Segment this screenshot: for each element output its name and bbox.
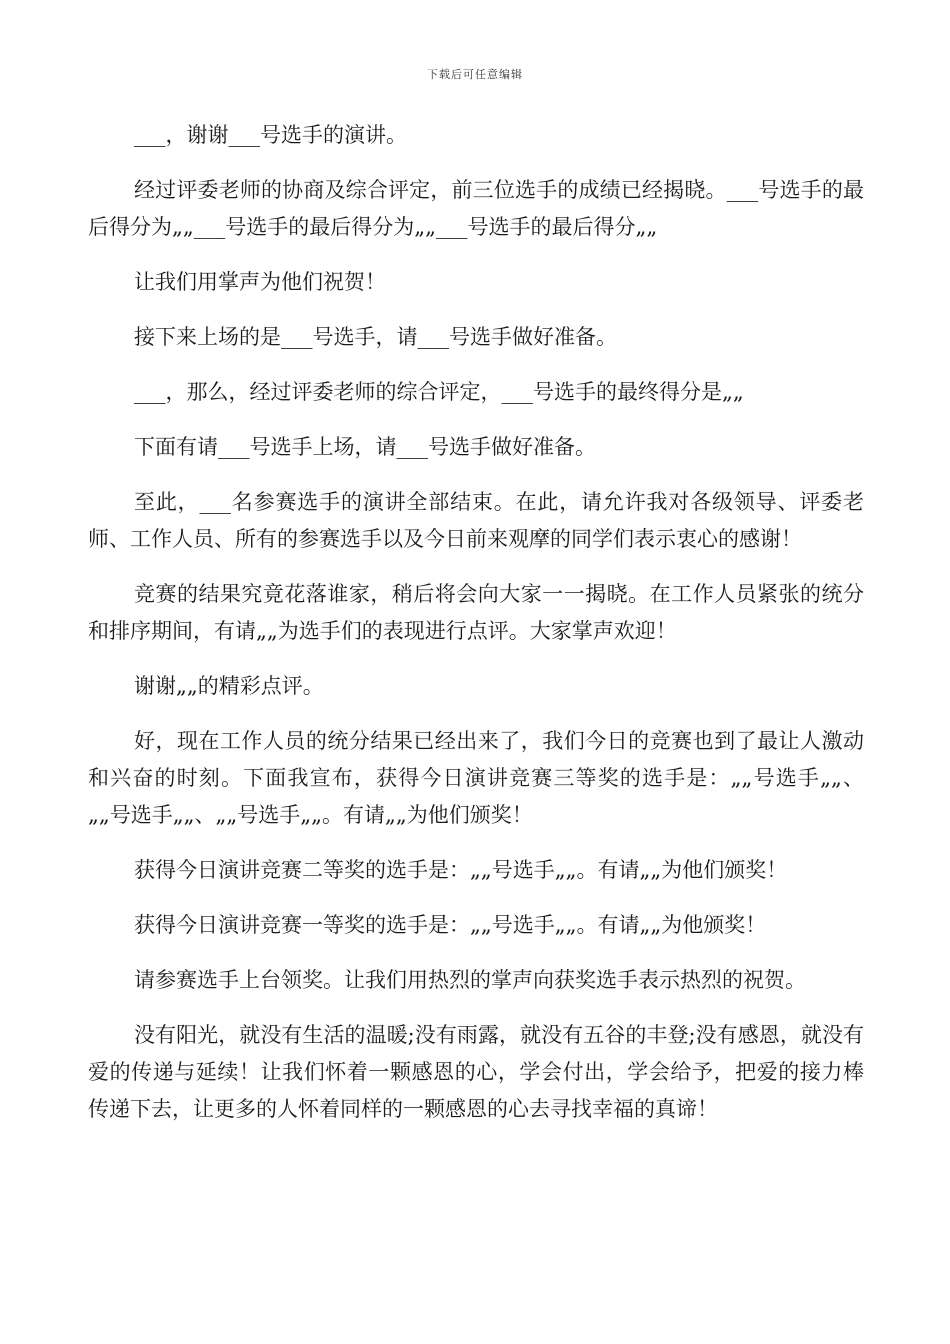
paragraph: 经过评委老师的协商及综合评定，前三位选手的成绩已经揭晓。___号选手的最后得分为„„___号选手的最后得分为„„___号选手的最后得分„„ — [88, 178, 864, 239]
paragraph: 没有阳光，就没有生活的温暖;没有雨露，就没有五谷的丰登;没有感恩，就没有爱的传递与延续！让我们怀着一颗感恩的心，学会付出，学会给予，把爱的接力棒传递下去，让更多的人怀着同样的一颗感恩的心去寻找幸福的真谛！ — [88, 1023, 864, 1121]
paragraph: 至此，___名参赛选手的演讲全部结束。在此，请允许我对各级领导、评委老师、工作人员、所有的参赛选手以及今日前来观摩的同学们表示衷心的感谢！ — [88, 490, 864, 551]
paragraph: 好，现在工作人员的统分结果已经出来了，我们今日的竞赛也到了最让人激动和兴奋的时刻。下面我宣布，获得今日演讲竞赛三等奖的选手是：„„号选手„„、„„号选手„„、„„号选手„„。有请„„为他们颁奖！ — [88, 729, 864, 827]
paragraph: ___，那么，经过评委老师的综合评定，___号选手的最终得分是„„ — [134, 380, 744, 404]
paragraph: 获得今日演讲竞赛二等奖的选手是：„„号选手„„。有请„„为他们颁奖！ — [134, 858, 788, 882]
paragraph: 获得今日演讲竞赛一等奖的选手是：„„号选手„„。有请„„为他颁奖！ — [134, 913, 767, 937]
document-body — [88, 117, 864, 1146]
paragraph: 竞赛的结果究竟花落谁家，稍后将会向大家一一揭晓。在工作人员紧张的统分和排序期间，有请„„为选手们的表现进行点评。大家掌声欢迎！ — [88, 582, 864, 643]
paragraph: 让我们用掌声为他们祝贺！ — [134, 270, 386, 294]
paragraph: 请参赛选手上台领奖。让我们用热烈的掌声向获奖选手表示热烈的祝贺。 — [134, 968, 806, 992]
page-header-note: 下载后可任意编辑 — [427, 68, 523, 81]
paragraph: 接下来上场的是___号选手，请___号选手做好准备。 — [134, 325, 617, 349]
paragraph: 谢谢„„的精彩点评。 — [134, 674, 324, 698]
paragraph: ___，谢谢___号选手的演讲。 — [134, 123, 407, 147]
paragraph: 下面有请___号选手上场，请___号选手做好准备。 — [134, 435, 596, 459]
